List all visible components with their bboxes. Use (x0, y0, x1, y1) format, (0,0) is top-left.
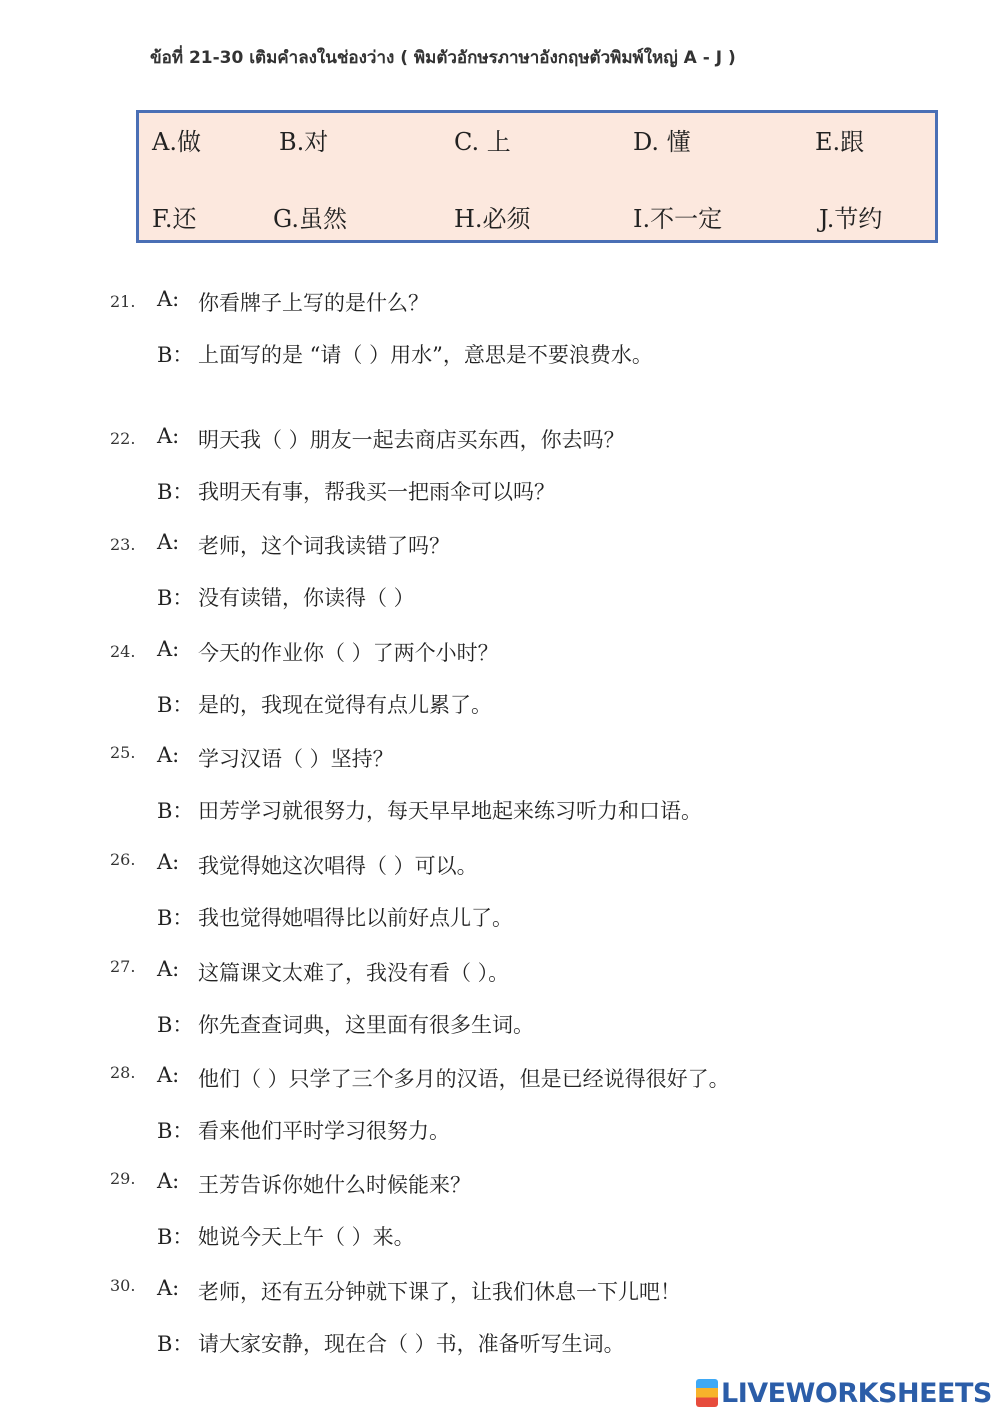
question-25 (0, 743, 1000, 853)
speaker-a: A: (157, 743, 180, 767)
speaker-b: B： (157, 1332, 194, 1356)
line-b-text: 她说今天上午（ ）来。 (198, 1225, 415, 1249)
question-22 (0, 424, 1000, 534)
speaker-a: A: (157, 637, 180, 661)
question-24 (0, 637, 1000, 747)
logo-text: LIVEWORKSHEETS (721, 1377, 992, 1409)
line-b-text: 我也觉得她唱得比以前好点儿了。 (198, 906, 513, 930)
question-28 (0, 1063, 1000, 1173)
line-a-text: 我觉得她这次唱得（ ）可以。 (198, 854, 478, 878)
question-27 (0, 957, 1000, 1067)
line-b-text: 是的，我现在觉得有点儿累了。 (198, 693, 492, 717)
line-a-text: 老师，还有五分钟就下课了，让我们休息一下儿吧！ (198, 1280, 681, 1304)
speaker-b: B： (157, 1119, 194, 1143)
line-a-text: 明天我（ ）朋友一起去商店买东西，你去吗？ (198, 428, 625, 452)
question-23 (0, 530, 1000, 640)
option-f: F.还 (152, 205, 197, 233)
speaker-b: B： (157, 480, 194, 504)
line-b-text: 没有读错，你读得（ ） (198, 586, 415, 610)
line-b-text: 田芳学习就很努力，每天早早地起来练习听力和口语。 (198, 799, 702, 823)
speaker-a: A: (157, 530, 180, 554)
word-bank (136, 110, 938, 243)
speaker-b: B： (157, 1225, 194, 1249)
question-number: 21. (110, 292, 136, 311)
question-number: 30. (110, 1276, 136, 1295)
speaker-b: B： (157, 343, 194, 367)
line-a-text: 这篇课文太难了，我没有看（ ）。 (198, 961, 510, 985)
question-21 (0, 287, 1000, 397)
line-a-text: 他们（ ）只学了三个多月的汉语，但是已经说得很好了。 (198, 1067, 730, 1091)
line-a-text: 王芳告诉你她什么时候能来？ (198, 1173, 471, 1197)
liveworksheets-logo[interactable] (696, 1378, 992, 1408)
instruction-text: ข้อที่ 21-30 เติมคำลงในช่องว่าง ( พิมตัวอักษรภาษาอังกฤษตัวพิมพ์ใหญ่ A - J ) (150, 48, 736, 68)
question-number: 29. (110, 1169, 136, 1188)
question-30 (0, 1276, 1000, 1386)
question-number: 26. (110, 850, 136, 869)
question-number: 25. (110, 743, 136, 762)
option-h: H.必须 (454, 205, 531, 233)
speaker-a: A: (157, 957, 180, 981)
option-d: D. 懂 (633, 128, 691, 156)
speaker-b: B： (157, 1013, 194, 1037)
line-b-text: 我明天有事，帮我买一把雨伞可以吗？ (198, 480, 555, 504)
speaker-a: A: (157, 1276, 180, 1300)
line-b-text: 请大家安静，现在合（ ）书，准备听写生词。 (198, 1332, 625, 1356)
line-a-text: 老师，这个词我读错了吗？ (198, 534, 450, 558)
speaker-a: A: (157, 850, 180, 874)
option-j: J.节约 (819, 205, 883, 233)
speaker-a: A: (157, 424, 180, 448)
speaker-b: B： (157, 586, 194, 610)
line-a-text: 你看牌子上写的是什么？ (198, 291, 429, 315)
speaker-b: B： (157, 693, 194, 717)
line-b-text: 上面写的是 “请（ ）用水”，意思是不要浪费水。 (198, 343, 653, 367)
option-a: A.做 (152, 128, 201, 156)
line-b-text: 看来他们平时学习很努力。 (198, 1119, 450, 1143)
speaker-b: B： (157, 799, 194, 823)
speaker-a: A: (157, 1063, 180, 1087)
line-a-text: 学习汉语（ ）坚持？ (198, 747, 394, 771)
liveworksheets-badge-icon (696, 1379, 718, 1407)
question-number: 28. (110, 1063, 136, 1082)
speaker-a: A: (157, 1169, 180, 1193)
option-b: B.对 (279, 128, 329, 156)
question-29 (0, 1169, 1000, 1279)
option-i: I.不一定 (633, 205, 723, 233)
speaker-b: B： (157, 906, 194, 930)
question-number: 23. (110, 535, 136, 554)
option-g: G.虽然 (273, 205, 347, 233)
question-number: 22. (110, 429, 136, 448)
option-e: E.跟 (815, 128, 865, 156)
line-a-text: 今天的作业你（ ）了两个小时？ (198, 641, 499, 665)
question-number: 24. (110, 642, 136, 661)
question-number: 27. (110, 957, 136, 976)
line-b-text: 你先查查词典，这里面有很多生词。 (198, 1013, 534, 1037)
question-26 (0, 850, 1000, 960)
speaker-a: A: (157, 287, 180, 311)
option-c: C. 上 (454, 128, 511, 156)
